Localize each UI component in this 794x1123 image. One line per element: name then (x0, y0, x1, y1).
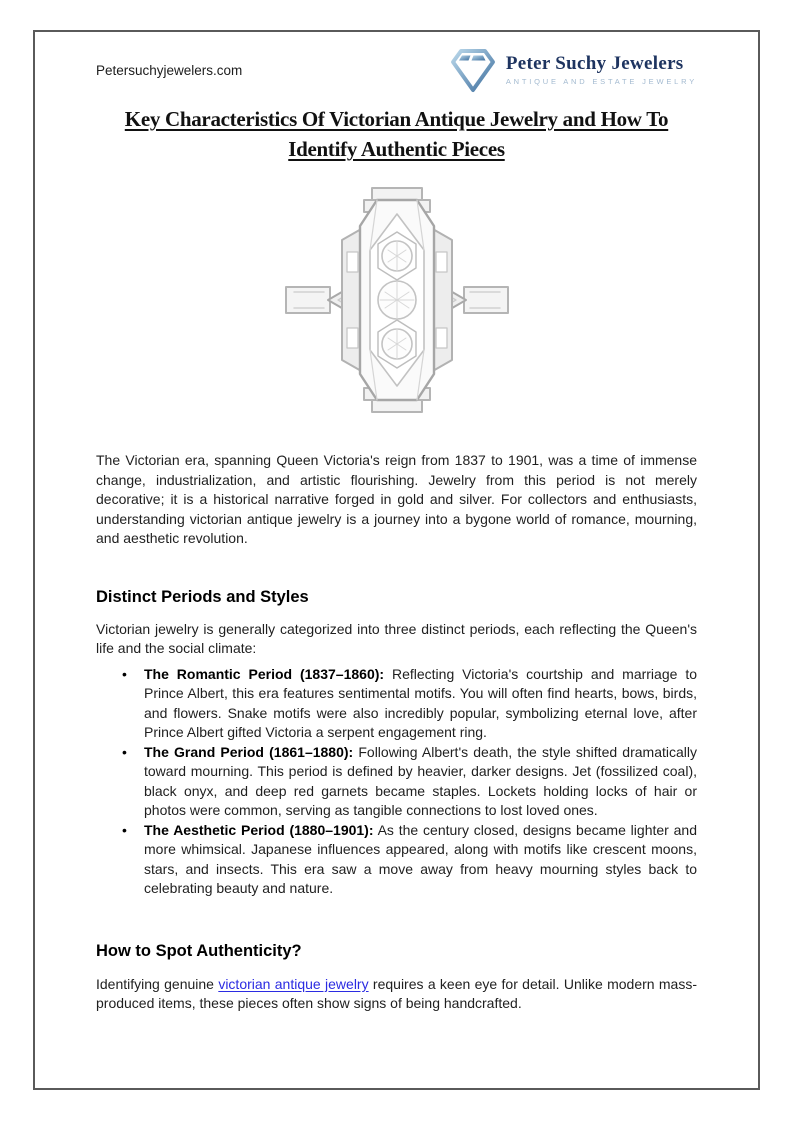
diamond-logo-icon (447, 46, 499, 94)
page-title-line2: Identify Authentic Pieces (288, 137, 505, 161)
authenticity-text-after: requires a keen eye for detail. Unlike modern mass-produced items, these pieces often show signs of being handcrafted. (96, 975, 698, 1011)
page-title (96, 104, 697, 164)
aesthetic-period-lead: The Aesthetic Period (1880–1901): (144, 821, 374, 838)
section-heading-authenticity: How to Spot Authenticity? (96, 941, 302, 960)
site-url-text: Petersuchyjewelers.com (96, 62, 243, 78)
grand-period-lead: The Grand Period (1861–1880): (144, 743, 354, 760)
document-content (35, 32, 758, 1014)
authenticity-paragraph (96, 975, 697, 1014)
list-item-aesthetic-period (96, 821, 697, 899)
page-title-line1: Key Characteristics Of Victorian Antique Jewelry and How To (124, 107, 669, 131)
section-heading-periods: Distinct Periods and Styles (96, 587, 309, 606)
list-item-grand-period (96, 743, 697, 821)
authenticity-text-before: Identifying genuine (96, 975, 219, 992)
intro-paragraph: The Victorian era, spanning Queen Victoria's reign from 1837 to 1901, was a time of immense change, industrialization, and artistic flourishing. Jewelry from this period is not merely decorative; it is a historical narrative forged in gold and silver. For collectors and enthusiasts, understanding victorian antique jewelry is a journey into a bygone world of romance, mourning, and aesthetic revolution. (96, 452, 697, 546)
logo-text-block (506, 54, 697, 86)
document-header (96, 44, 697, 96)
document-page-border (33, 30, 760, 1090)
victorian-antique-jewelry-link[interactable]: victorian antique jewelry (218, 975, 369, 992)
brand-tagline: ANTIQUE AND ESTATE JEWELRY (505, 77, 697, 86)
grand-period-text: Following Albert's death, the style shifted dramatically toward mourning. This period is defined by heavier, darker designs. Jet (fossilized coal), black onyx, and deep red garnets became staples. Lockets holding locks of hair or photos were common, serving as tangible connections to lost loved ones. (144, 743, 697, 818)
brand-name: Peter Suchy Jewelers (505, 53, 684, 74)
list-item-romantic-period (96, 665, 697, 743)
periods-lead-paragraph: Victorian jewelry is generally categorized into three distinct periods, each reflecting the Queen's life and the social climate: (96, 620, 697, 656)
romantic-period-text: Reflecting Victoria's courtship and marriage to Prince Albert, this era features sentimental motifs. You will often find hearts, bows, birds, and flowers. Snake motifs were also incredibly popular, symbolizing eternal love, after Prince Albert gifted Victoria a serpent engagement ring. (144, 665, 697, 740)
ring-image (284, 180, 510, 420)
romantic-period-lead: The Romantic Period (1837–1860): (144, 665, 385, 682)
period-list (96, 665, 697, 899)
peter-suchy-logo (447, 46, 697, 94)
aesthetic-period-text: As the century closed, designs became lighter and more whimsical. Japanese influences appeared, along with motifs like crescent moons, stars, and insects. This era saw a move away from heavy mourning styles back to celebrating beauty and nature. (144, 821, 698, 896)
